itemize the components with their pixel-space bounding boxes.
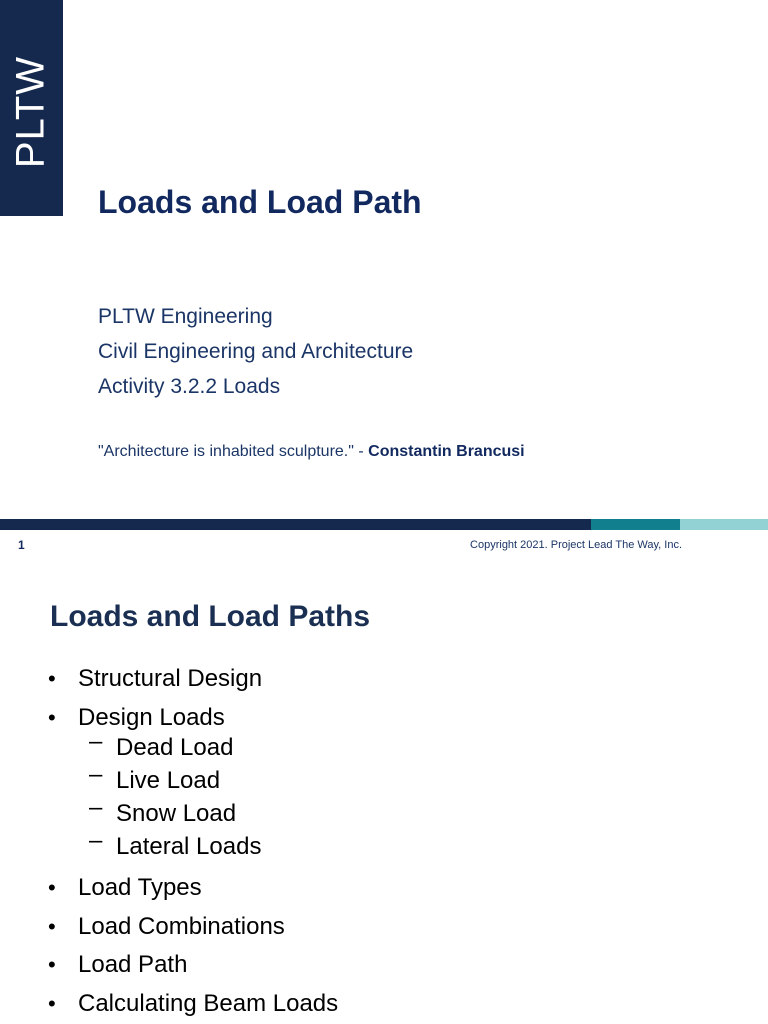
list-item-text: Structural Design xyxy=(78,665,263,692)
dash-marker: – xyxy=(89,728,103,755)
footer-stripe-teal xyxy=(591,519,680,530)
bullet-marker: • xyxy=(48,875,56,900)
dash-marker: – xyxy=(89,794,103,821)
sub-item-text: Dead Load xyxy=(116,734,234,761)
footer-stripe-navy xyxy=(0,519,591,530)
list-item xyxy=(48,908,338,947)
list-item xyxy=(48,660,338,699)
bullet-marker: • xyxy=(48,990,56,1016)
slide-title: Loads and Load Path xyxy=(98,184,422,220)
subtitle-line: PLTW Engineering xyxy=(98,305,273,328)
subtitle-line: Activity 3.2.2 Loads xyxy=(98,375,281,398)
bullet-marker: • xyxy=(48,666,56,691)
sub-item-text: Lateral Loads xyxy=(116,833,262,860)
list-item-text: Load Path xyxy=(78,951,188,978)
sub-list-wrapper xyxy=(48,728,338,863)
list-item-text: Calculating Beam Loads xyxy=(78,989,339,1017)
list-item xyxy=(48,869,338,908)
subtitle-line: Civil Engineering and Architecture xyxy=(98,340,414,363)
footer-stripe-light xyxy=(680,519,768,530)
list-item-text: Load Types xyxy=(78,874,202,901)
sub-list xyxy=(48,728,338,863)
bullet-marker: • xyxy=(48,952,56,977)
sub-item-text: Live Load xyxy=(116,767,221,794)
dash-marker: – xyxy=(89,827,103,854)
list-item xyxy=(48,985,338,1024)
dash-marker: – xyxy=(89,761,103,788)
quote xyxy=(98,443,525,461)
list-item xyxy=(48,946,338,985)
sub-item-text: Snow Load xyxy=(116,800,237,827)
subtitle-block xyxy=(98,299,413,404)
slide-title: Loads and Load Paths xyxy=(50,600,371,633)
sub-list-item xyxy=(48,827,338,863)
logo-text: PLTW xyxy=(8,55,53,169)
overview-slide xyxy=(0,560,768,1024)
bullet-marker: • xyxy=(48,704,56,730)
pltw-logo xyxy=(0,0,63,216)
slide-number: 1 xyxy=(18,538,25,552)
quote-text: "Architecture is inhabited sculpture." - xyxy=(98,443,369,460)
quote-author: Constantin Brancusi xyxy=(368,443,525,460)
list-item-text: Design Loads xyxy=(78,703,225,731)
bullet-marker: • xyxy=(48,913,56,939)
bullet-list xyxy=(48,660,338,1023)
copyright-text: Copyright 2021. Project Lead The Way, Inc. xyxy=(470,539,682,551)
list-item-text: Load Combinations xyxy=(78,912,285,940)
